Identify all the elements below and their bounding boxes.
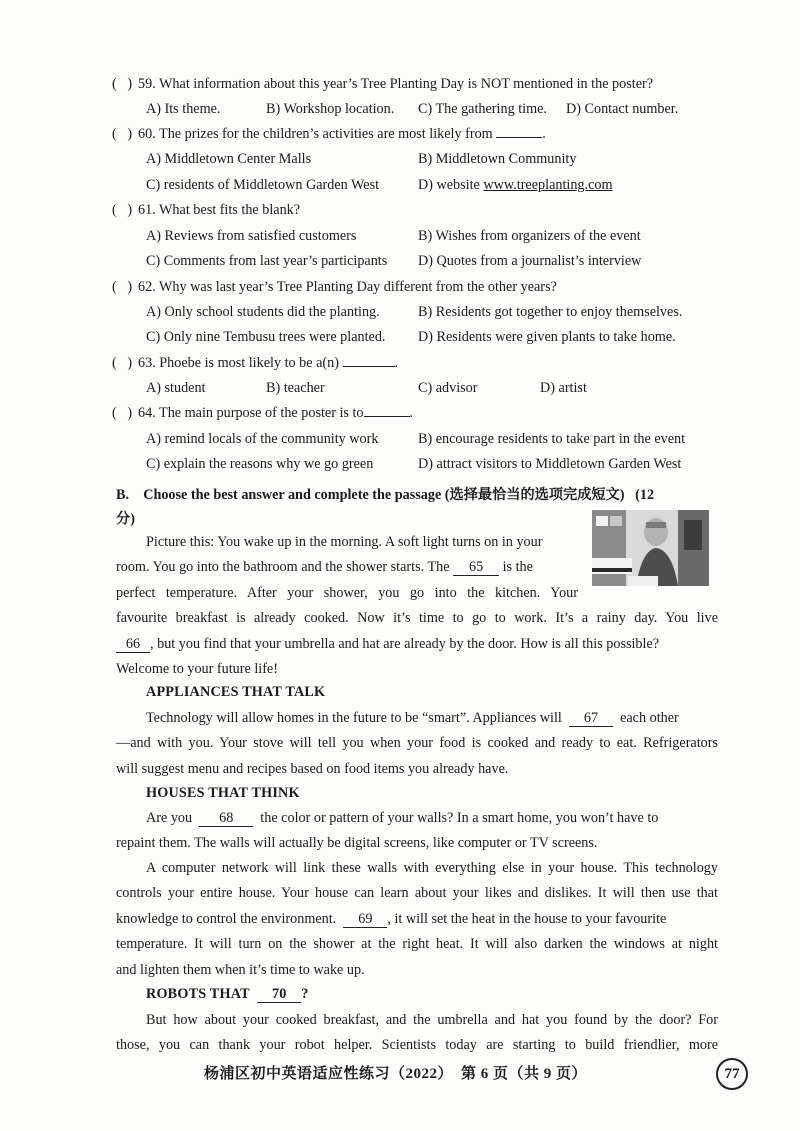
option-d-label: D) website bbox=[418, 177, 484, 193]
option-b[interactable]: B) Residents got together to enjoy themselves. bbox=[418, 304, 683, 320]
heading-robots bbox=[146, 986, 309, 1003]
section-score: (12 bbox=[635, 487, 655, 503]
answer-paren[interactable]: ( ) bbox=[112, 76, 133, 92]
question-64: ( ) 64. The main purpose of the poster is to . bbox=[112, 405, 414, 421]
option-b[interactable]: B) Workshop location. bbox=[266, 101, 395, 117]
question-number: 64 bbox=[138, 405, 153, 421]
blank-68[interactable]: 68 bbox=[199, 811, 253, 827]
heading-houses: HOUSES THAT THINK bbox=[146, 785, 300, 801]
option-c[interactable]: C) Comments from last year’s participants bbox=[146, 253, 388, 269]
answer-blank bbox=[496, 137, 542, 138]
answer-paren[interactable]: ( ) bbox=[112, 202, 133, 218]
line: A computer network will link these walls with everything else in your house. This technology bbox=[146, 860, 718, 876]
option-a[interactable]: A) Middletown Center Malls bbox=[146, 151, 312, 167]
blank-70[interactable]: 70 bbox=[257, 987, 301, 1003]
question-number: 61 bbox=[138, 202, 153, 218]
option-d[interactable]: D) attract visitors to Middletown Garden West bbox=[418, 456, 682, 472]
line: will suggest menu and recipes based on food items you already have. bbox=[116, 760, 509, 777]
text: knowledge to control the environment. bbox=[116, 910, 337, 927]
option-a[interactable]: A) Reviews from satisfied customers bbox=[146, 228, 357, 244]
line: those, you can thank your robot helper. Scientists today are starting to build friendlier, more bbox=[116, 1037, 718, 1054]
answer-paren[interactable]: ( ) bbox=[112, 355, 133, 371]
question-stem: The main purpose of the poster is to bbox=[159, 405, 364, 421]
option-b[interactable]: B) Middletown Community bbox=[418, 151, 577, 167]
text: is the bbox=[502, 559, 533, 576]
text: each other bbox=[620, 710, 679, 726]
question-59: ( ) 59. What information about this year’s Tree Planting Day is NOT mentioned in the poster? bbox=[112, 76, 654, 92]
section-b-title bbox=[116, 484, 654, 504]
stem-end: . bbox=[409, 405, 414, 421]
option-d[interactable]: D) Residents were given plants to take home. bbox=[418, 329, 676, 345]
line bbox=[116, 806, 718, 831]
text: ROBOTS THAT bbox=[146, 986, 250, 1002]
blank-65[interactable]: 65 bbox=[453, 560, 499, 576]
blank-67[interactable]: 67 bbox=[569, 711, 613, 727]
question-number: 59 bbox=[138, 76, 153, 92]
blank-69[interactable]: 69 bbox=[343, 912, 387, 928]
question-stem: What best fits the blank? bbox=[159, 202, 301, 218]
option-a[interactable]: A) Its theme. bbox=[146, 101, 221, 117]
page-footer: 杨浦区初中英语适应性练习（2022） 第 6 页（共 9 页） bbox=[204, 1066, 588, 1082]
text: , but you find that your umbrella and hat are already by the door. How is all this possible? bbox=[150, 635, 660, 652]
question-stem: What information about this year’s Tree Planting Day is NOT mentioned in the poster? bbox=[159, 76, 654, 92]
question-stem: Why was last year’s Tree Planting Day different from the other years? bbox=[159, 279, 557, 295]
question-62: ( ) 62. Why was last year’s Tree Planting Day different from the other years? bbox=[112, 279, 557, 295]
option-d[interactable]: D) Contact number. bbox=[566, 101, 679, 117]
option-a[interactable]: A) Only school students did the planting. bbox=[146, 304, 380, 320]
line: Picture this: You wake up in the morning. A soft light turns on in your bbox=[146, 534, 543, 550]
blank-66[interactable]: 66 bbox=[116, 637, 150, 653]
line: controls your entire house. Your house can learn about your likes and dislikes. It will then use that bbox=[116, 885, 718, 902]
text: ? bbox=[301, 986, 309, 1002]
option-c[interactable]: C) The gathering time. bbox=[418, 101, 547, 117]
option-c[interactable]: C) Only nine Tembusu trees were planted. bbox=[146, 329, 386, 345]
question-number: 60 bbox=[138, 126, 153, 142]
line: and lighten them when it’s time to wake up. bbox=[116, 961, 365, 978]
website-link[interactable]: www.treeplanting.com bbox=[483, 177, 613, 193]
option-a[interactable]: A) remind locals of the community work bbox=[146, 431, 379, 447]
option-b[interactable]: B) Wishes from organizers of the event bbox=[418, 228, 641, 244]
option-d[interactable]: D) artist bbox=[540, 380, 587, 396]
option-c[interactable]: C) advisor bbox=[418, 380, 478, 396]
text: room. You go into the bathroom and the shower starts. The bbox=[116, 559, 450, 576]
text: Are you bbox=[146, 810, 193, 826]
answer-paren[interactable]: ( ) bbox=[112, 126, 133, 142]
passage-paragraph-4 bbox=[116, 856, 718, 983]
line bbox=[116, 555, 578, 580]
option-c[interactable]: C) residents of Middletown Garden West bbox=[146, 177, 380, 193]
text: , it will set the heat in the house to your favourite bbox=[387, 910, 667, 927]
question-61: ( ) 61. What best fits the blank? bbox=[112, 202, 301, 218]
line: perfect temperature. After your shower, you go into the kitchen. Your bbox=[116, 584, 578, 601]
text: Technology will allow homes in the future to be “smart”. Appliances will bbox=[146, 710, 562, 726]
line: repaint them. The walls will actually be digital screens, like computer or TV screens. bbox=[116, 835, 598, 852]
option-b[interactable]: B) encourage residents to take part in the event bbox=[418, 431, 686, 447]
option-b[interactable]: B) teacher bbox=[266, 380, 325, 396]
answer-paren[interactable]: ( ) bbox=[112, 279, 133, 295]
line bbox=[116, 907, 718, 932]
question-number: 63 bbox=[138, 355, 153, 371]
section-score-end: 分) bbox=[116, 511, 135, 527]
passage-paragraph-5 bbox=[116, 1008, 718, 1059]
option-d[interactable]: D) Quotes from a journalist’s interview bbox=[418, 253, 642, 269]
passage-paragraph-1 bbox=[116, 530, 718, 682]
line: —and with you. Your stove will tell you when your food is cooked and ready to eat. Refrigerators bbox=[116, 735, 718, 752]
line: temperature. It will turn on the shower at the right heat. It will also darken the windows at night bbox=[116, 936, 718, 953]
stem-end: . bbox=[542, 126, 546, 142]
line: favourite breakfast is already cooked. Now it’s time to go to work. It’s a rainy day. You live bbox=[116, 610, 718, 627]
question-stem: Phoebe is most likely to be a(n) bbox=[159, 355, 339, 371]
option-d[interactable] bbox=[418, 177, 613, 194]
question-60: ( ) 60. The prizes for the children’s activities are most likely from . bbox=[112, 126, 546, 142]
answer-blank bbox=[343, 366, 395, 367]
question-63: ( ) 63. Phoebe is most likely to be a(n) . bbox=[112, 355, 399, 371]
line bbox=[116, 632, 718, 657]
line: But how about your cooked breakfast, and the umbrella and hat you found by the door? For bbox=[146, 1012, 718, 1028]
question-number: 62 bbox=[138, 279, 153, 295]
text: the color or pattern of your walls? In a smart home, you won’t have to bbox=[260, 810, 659, 826]
option-a[interactable]: A) student bbox=[146, 380, 206, 396]
stem-end: . bbox=[394, 355, 399, 371]
heading-appliances: APPLIANCES THAT TALK bbox=[146, 684, 326, 700]
section-label: B. bbox=[116, 487, 130, 503]
line: Welcome to your future life! bbox=[116, 661, 278, 678]
question-stem: The prizes for the children’s activities are most likely from bbox=[159, 126, 493, 142]
passage-paragraph-3 bbox=[116, 806, 718, 857]
section-instruction: Choose the best answer and complete the passage (选择最恰当的选项完成短文) bbox=[143, 487, 625, 503]
answer-paren[interactable]: ( ) bbox=[112, 405, 133, 421]
option-c[interactable]: C) explain the reasons why we go green bbox=[146, 456, 374, 472]
page-number-badge: 77 bbox=[716, 1058, 748, 1090]
line bbox=[116, 706, 718, 731]
passage-paragraph-2 bbox=[116, 706, 718, 782]
answer-blank bbox=[364, 416, 410, 417]
